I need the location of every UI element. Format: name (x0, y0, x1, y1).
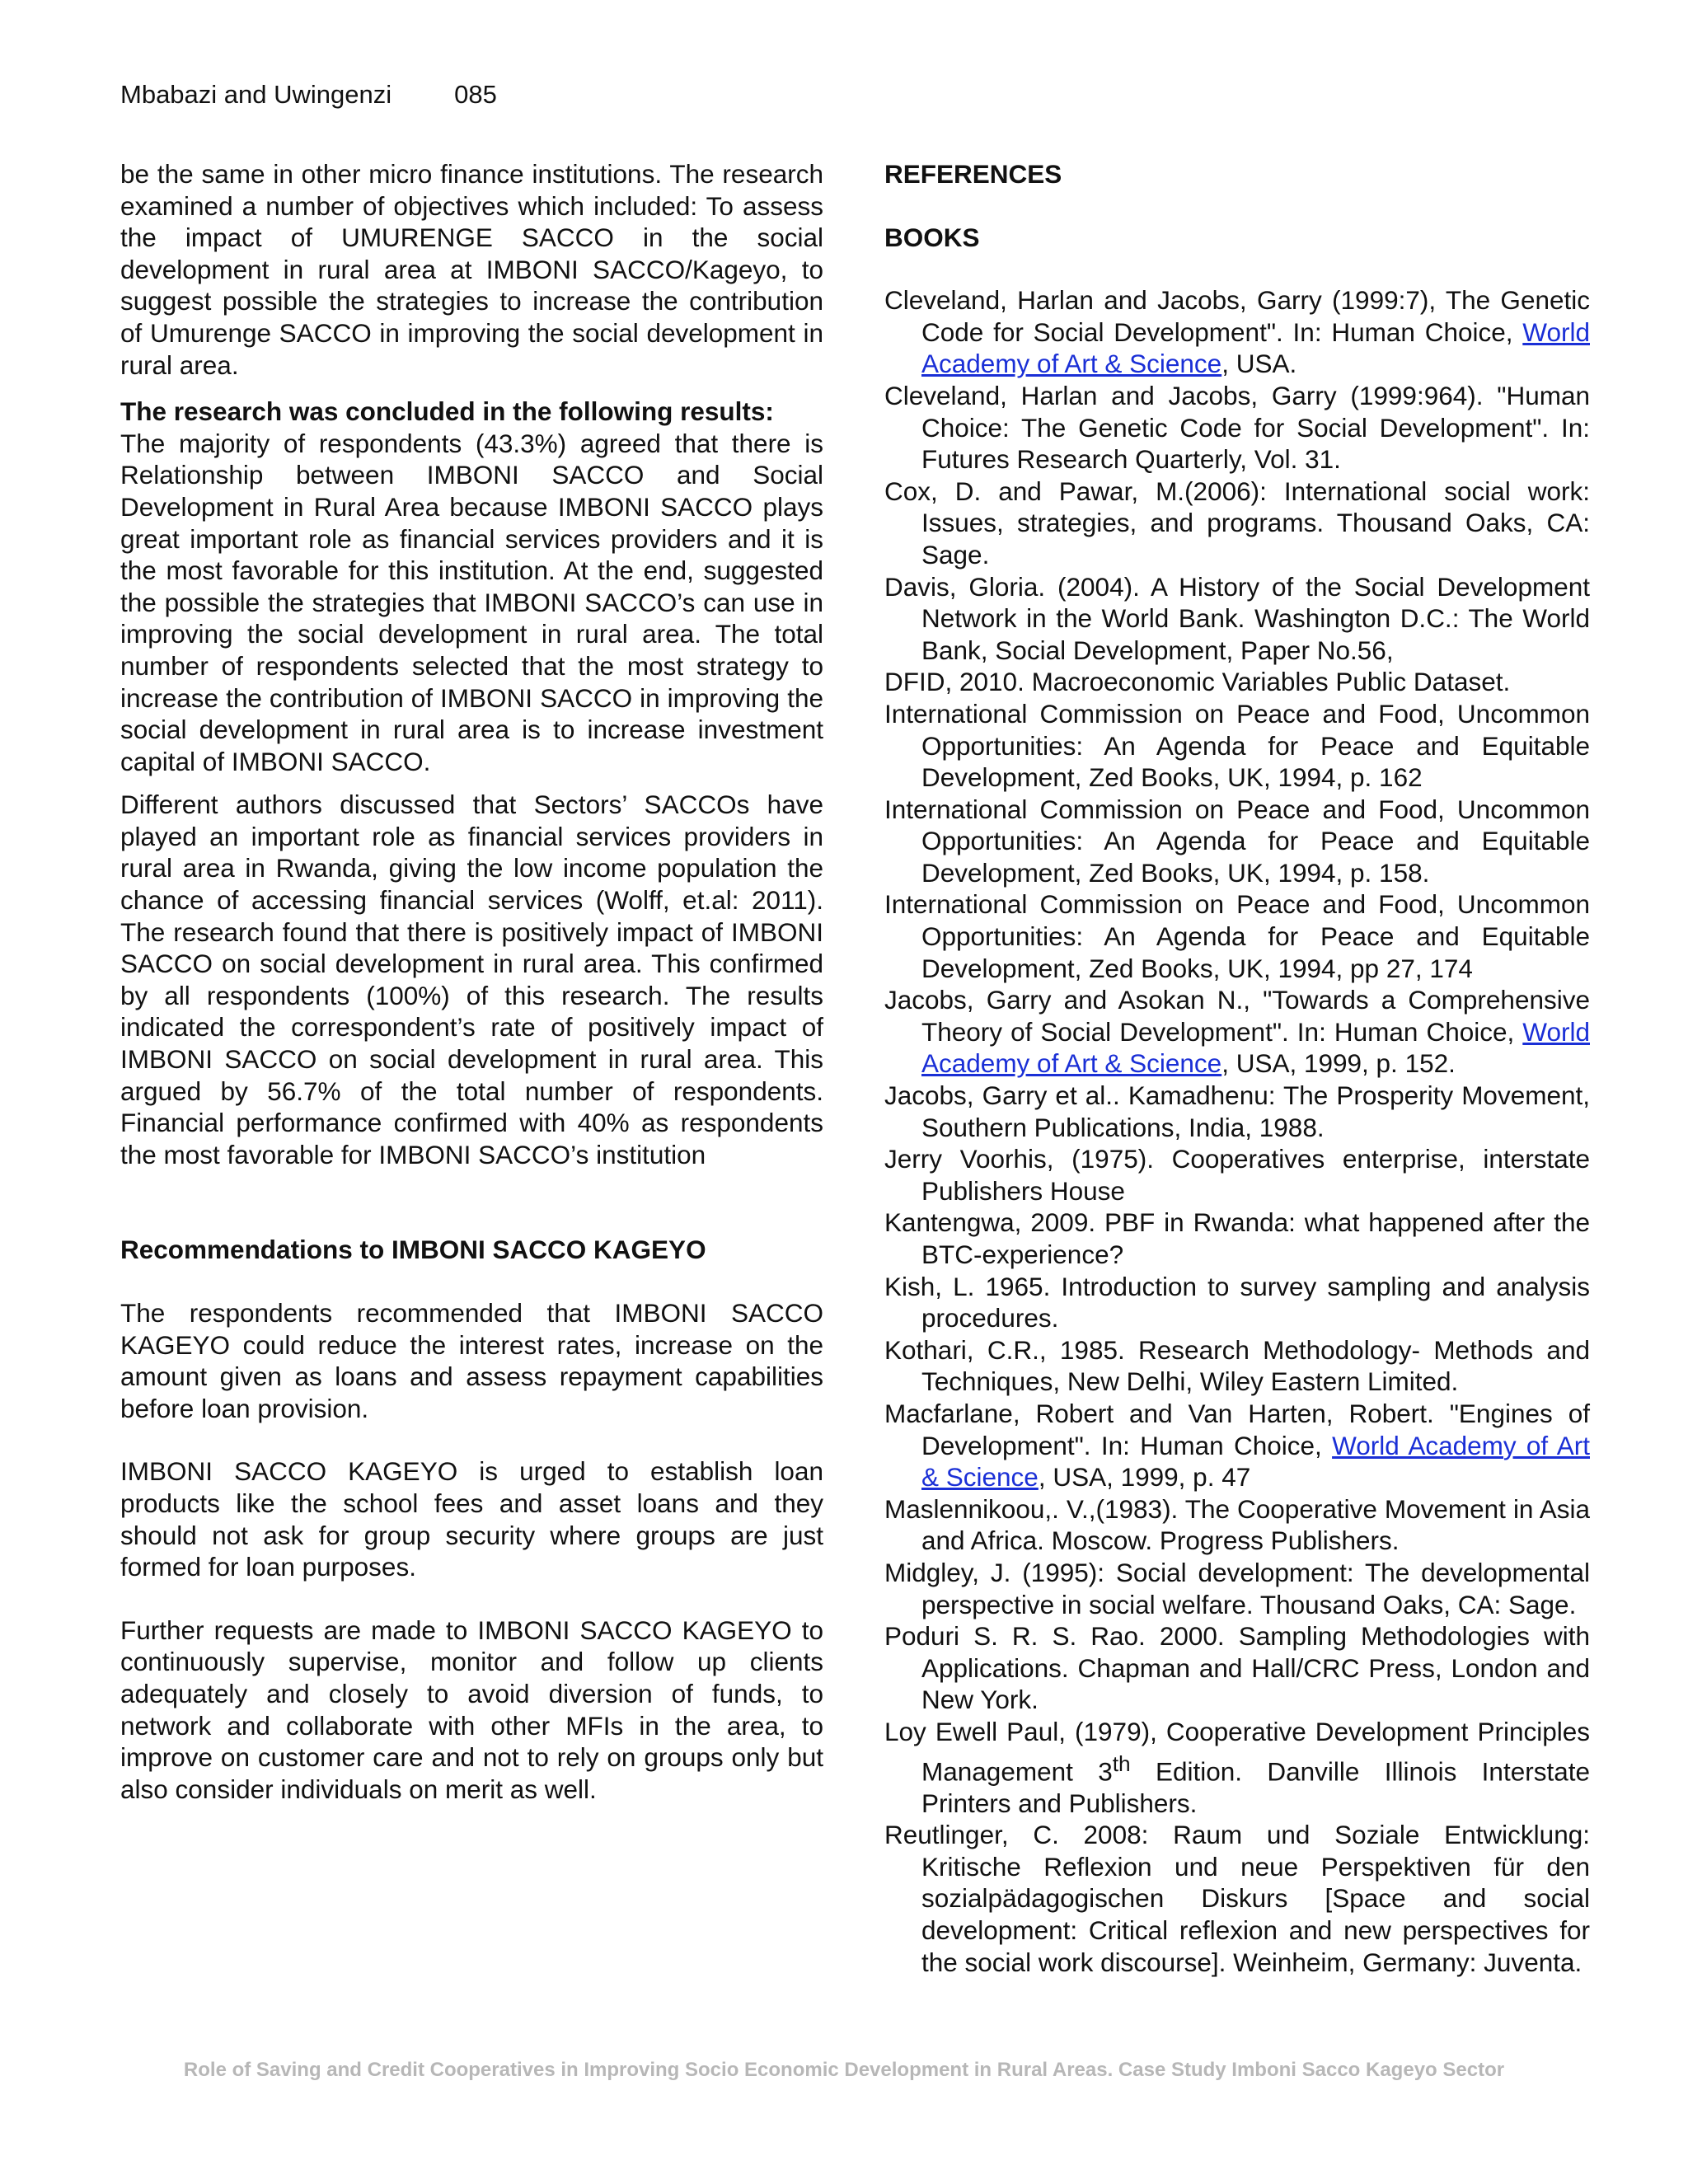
reference-item: Macfarlane, Robert and Van Harten, Robert. "Engines of Development". In: Human Choice, World Academy of Art & Science, USA, 1999, p. 47 (884, 1398, 1590, 1493)
reference-item: International Commission on Peace and Food, Uncommon Opportunities: An Agenda for Peace and Equitable Development, Zed Books, UK, 1994, p. 158. (884, 794, 1590, 888)
reference-link[interactable]: World Academy of Art & Science (921, 1016, 1590, 1079)
running-footer: Role of Saving and Credit Cooperatives in Improving Socio Economic Development in Rural Areas. Case Study Imboni Sacco Kageyo Sector (183, 2059, 1505, 2081)
conclusion-paragraph-1: be the same in other micro finance institutions. The research examined a number of objectives which included: To assess the impact of UMURENGE SACCO in the social development in rural area at IMBONI SACCO/Kageyo, to suggest possible the strategies to increase the contribution of Umurenge SACCO in improving the social development in rural area. (120, 159, 823, 380)
reference-item: Poduri S. R. S. Rao. 2000. Sampling Methodologies with Applications. Chapman and Hall/CRC Press, London and New York. (884, 1621, 1590, 1715)
reference-item: International Commission on Peace and Food, Uncommon Opportunities: An Agenda for Peace and Equitable Development, Zed Books, UK, 1994, p. 162 (884, 698, 1590, 793)
books-heading: BOOKS (884, 222, 980, 252)
header-page-number: 085 (454, 80, 497, 109)
references-heading: REFERENCES (884, 159, 1062, 189)
reference-link[interactable]: World Academy of Art & Science (921, 316, 1590, 379)
reference-item: Loy Ewell Paul, (1979), Cooperative Development Principles Management 3th Edition. Danville Illinois Interstate Printers and Publishers. (884, 1716, 1590, 1818)
running-header (120, 79, 497, 110)
left-column (120, 158, 823, 1805)
right-column (884, 158, 1590, 1978)
superscript-ordinal: th (1112, 1750, 1131, 1776)
reference-item: Kantengwa, 2009. PBF in Rwanda: what happened after the BTC-experience? (884, 1207, 1590, 1269)
reference-item: Jerry Voorhis, (1975). Cooperatives enterprise, interstate Publishers House (884, 1144, 1590, 1206)
reference-item: Kothari, C.R., 1985. Research Methodology- Methods and Techniques, New Delhi, Wiley Eastern Limited. (884, 1334, 1590, 1397)
recommendation-paragraph-3: Further requests are made to IMBONI SACCO KAGEYO to continuously supervise, monitor and follow up clients adequately and closely to avoid diversion of funds, to network and collaborate with other MFIs in the area, to improve on customer care and not to rely on groups only but also consider individuals on merit as well. (120, 1615, 823, 1804)
reference-item: International Commission on Peace and Food, Uncommon Opportunities: An Agenda for Peace and Equitable Development, Zed Books, UK, 1994, pp 27, 174 (884, 889, 1590, 983)
recommendations-heading: Recommendations to IMBONI SACCO KAGEYO (120, 1235, 706, 1265)
reference-item: Reutlinger, C. 2008: Raum und Soziale Entwicklung: Kritische Reflexion und neue Perspektiven für den sozialpädagogischen Diskurs [Space and social development: Critical reflexion and new perspectives for the social work discourse]. Weinheim, Germany: Juventa. (884, 1820, 1590, 1977)
header-authors: Mbabazi and Uwingenzi (120, 80, 392, 109)
reference-item: Cox, D. and Pawar, M.(2006): International social work: Issues, strategies, and programs. Thousand Oaks, CA: Sage. (884, 476, 1590, 569)
results-lead-heading: The research was concluded in the following results: (120, 396, 774, 427)
reference-item: Cleveland, Harlan and Jacobs, Garry (1999:964). "Human Choice: The Genetic Code for Social Development". In: Futures Research Quarterly, Vol. 31. (884, 380, 1590, 475)
reference-item: Jacobs, Garry and Asokan N., "Towards a Comprehensive Theory of Social Development". In: Human Choice, World Academy of Art & Science, USA, 1999, p. 152. (884, 985, 1590, 1079)
reference-item: Davis, Gloria. (2004). A History of the Social Development Network in the World Bank. Washington D.C.: The World Bank, Social Development, Paper No.56, (884, 571, 1590, 665)
reference-item: Jacobs, Garry et al.. Kamadhenu: The Prosperity Movement, Southern Publications, India, 1988. (884, 1080, 1590, 1142)
conclusion-paragraph-3: Different authors discussed that Sectors’ SACCOs have played an important role as financial services providers in rural area in Rwanda, giving the low income population the chance of accessing financial services (Wolff, et.al: 2011). The research found that there is positively impact of IMBONI SACCO on social development in rural area. This confirmed by all respondents (100%) of this research. The results indicated the correspondent’s rate of positively impact of IMBONI SACCO on social development in rural area. This argued by 56.7% of the total number of respondents. Financial performance confirmed with 40% as respondents the most favorable for IMBONI SACCO’s institution (120, 790, 823, 1169)
reference-link[interactable]: World Academy of Art & Science (921, 1430, 1590, 1493)
reference-item: Maslennikoou,. V.,(1983). The Cooperative Movement in Asia and Africa. Moscow. Progress Publishers. (884, 1493, 1590, 1556)
reference-list (884, 284, 1590, 1978)
reference-item: DFID, 2010. Macroeconomic Variables Public Dataset. (884, 667, 1511, 697)
recommendation-paragraph-2: IMBONI SACCO KAGEYO is urged to establish loan products like the school fees and asset loans and they should not ask for group security where groups are just formed for loan purposes. (120, 1456, 823, 1582)
reference-item: Cleveland, Harlan and Jacobs, Garry (1999:7), The Genetic Code for Social Development". In: Human Choice, World Academy of Art & Science, USA. (884, 285, 1590, 379)
reference-item: Midgley, J. (1995): Social development: The developmental perspective in social welfare. Thousand Oaks, CA: Sage. (884, 1557, 1590, 1619)
reference-item: Kish, L. 1965. Introduction to survey sampling and analysis procedures. (884, 1271, 1590, 1333)
conclusion-paragraph-2: The majority of respondents (43.3%) agreed that there is Relationship between IMBONI SACCO and Social Development in Rural Area because IMBONI SACCO plays great important role as financial services providers and it is the most favorable for this institution. At the end, suggested the possible the strategies that IMBONI SACCO’s can use in improving the social development in rural area. The total number of respondents selected that the most strategy to increase the contribution of IMBONI SACCO in improving the social development in rural area is to increase investment capital of IMBONI SACCO. (120, 428, 823, 776)
recommendation-paragraph-1: The respondents recommended that IMBONI SACCO KAGEYO could reduce the interest rates, increase on the amount given as loans and assess repayment capabilities before loan provision. (120, 1298, 823, 1423)
